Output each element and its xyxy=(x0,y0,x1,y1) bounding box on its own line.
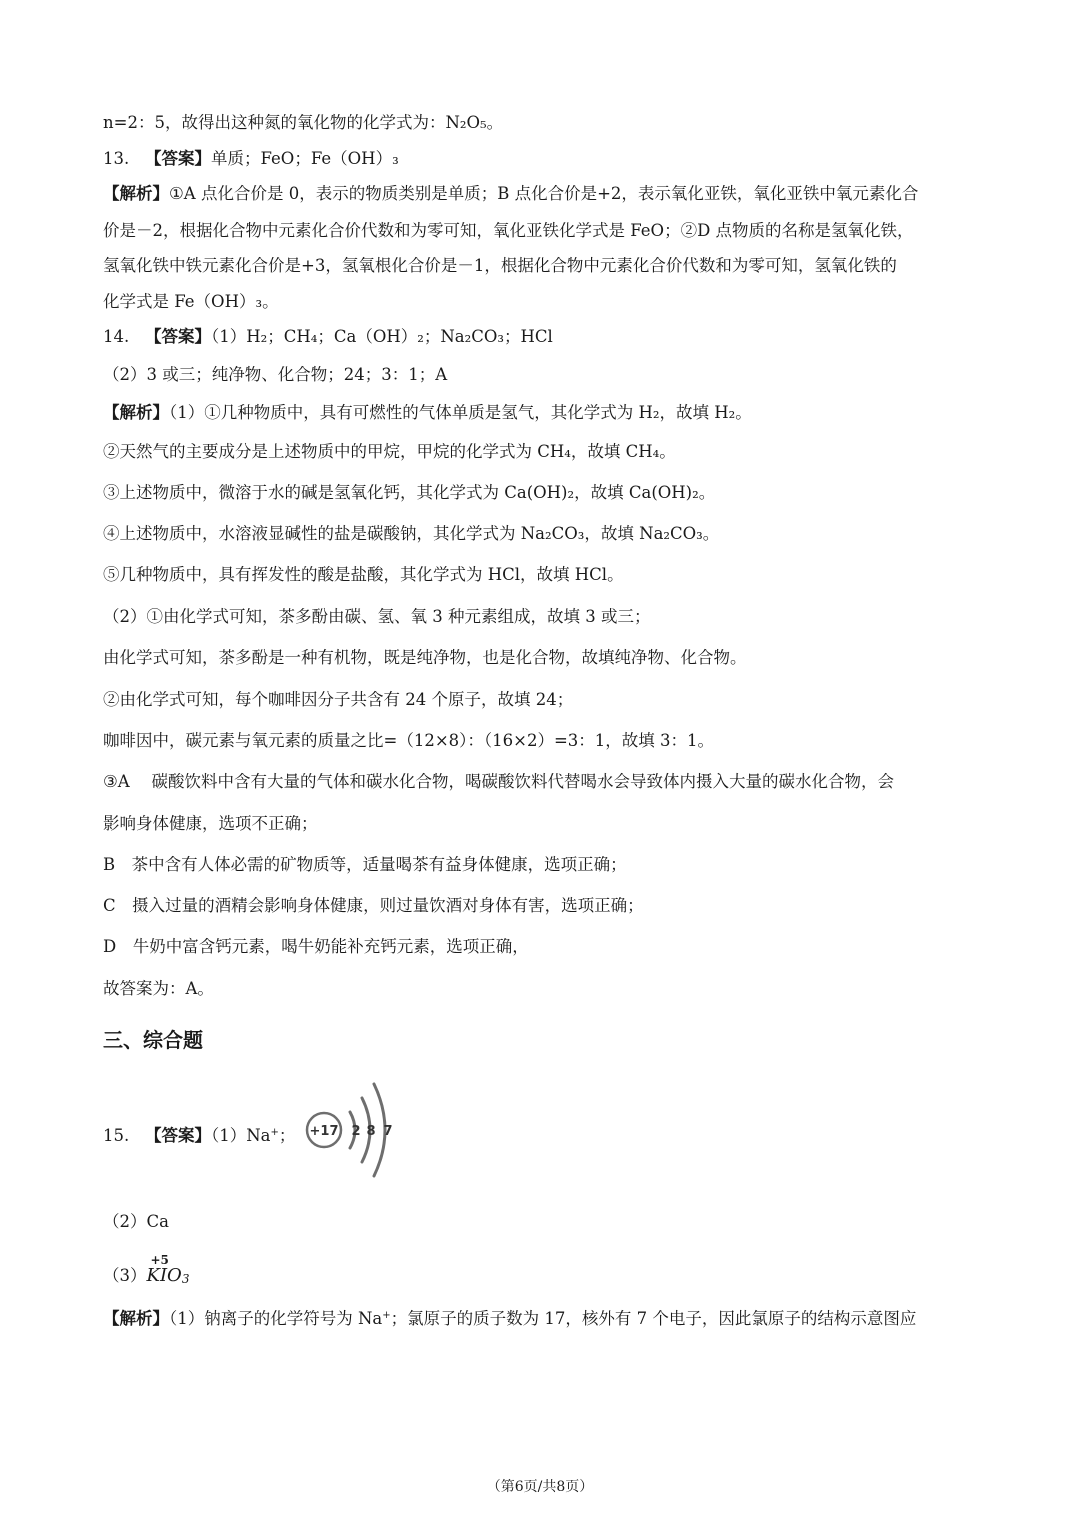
ion-charge: + xyxy=(382,1310,391,1321)
q15-answer-1: （1）Na xyxy=(211,1126,271,1145)
q14-answer-line xyxy=(103,326,553,348)
q15-explanation-line-1 xyxy=(103,1305,916,1330)
q14-explanation-line-15: 故答案为：A。 xyxy=(103,979,214,998)
q13-answer-text: 单质；FeO；Fe（OH）₃ xyxy=(211,149,399,168)
answer-tag: 【答案】 xyxy=(145,149,211,168)
valence-charge: +5 xyxy=(150,1253,169,1267)
q15-answer-3-prefix: （3） xyxy=(103,1266,147,1285)
explanation-text: ①A 点化合价是 0，表示的物质类别是单质；B 点化合价是+2，表示氧化亚铁，氧化亚铁中氧元素化合 xyxy=(169,184,919,203)
q15-answer-1-sep: ； xyxy=(278,1126,296,1145)
q14-answer-part2: （2）3 或三；纯净物、化合物；24；3：1；A xyxy=(103,365,448,384)
q15-answer-3 xyxy=(103,1253,190,1290)
q15-answer-line xyxy=(103,1122,295,1147)
q14-explanation-line-13: C 摄入过量的酒精会影响身体健康，则过量饮酒对身体有害，选项正确； xyxy=(103,896,644,915)
explanation-text: （1）①几种物质中，具有可燃性的气体单质是氢气，其化学式为 H₂，故填 H₂。 xyxy=(169,403,752,422)
q14-answer-part1: （1）H₂；CH₄；Ca（OH）₂；Na₂CO₃；HCl xyxy=(211,327,553,346)
explanation-text: ；氯原子的质子数为 17，核外有 7 个电子，因此氯原子的结构示意图应 xyxy=(390,1309,917,1328)
q13-answer-line xyxy=(103,148,399,170)
formula-subscript: 3 xyxy=(181,1272,190,1286)
q14-explanation-line-4: ④上述物质中，水溶液显碱性的盐是碳酸钠，其化学式为 Na₂CO₃，故填 Na₂CO₃。 xyxy=(103,524,720,543)
q14-explanation-line-7: 由化学式可知，茶多酚是一种有机物，既是纯净物，也是化合物，故填纯净物、化合物。 xyxy=(103,648,747,667)
q14-explanation-line-8: ②由化学式可知，每个咖啡因分子共含有 24 个原子，故填 24； xyxy=(103,690,574,709)
q14-explanation-line-9: 咖啡因中，碳元素与氧元素的质量之比=（12×8）：（16×2）=3：1，故填 3：1。 xyxy=(103,731,715,750)
shell-electrons: 8 xyxy=(366,1124,376,1139)
q15-ion-charge: + xyxy=(270,1127,279,1138)
page-footer: （第6页/共8页） xyxy=(486,1479,594,1495)
q15-answer-2: （2）Ca xyxy=(103,1212,169,1231)
explanation-tag: 【解析】 xyxy=(103,403,169,422)
section-heading: 三、综合题 xyxy=(103,1028,203,1052)
q14-explanation-line-2: ②天然气的主要成分是上述物质中的甲烷，甲烷的化学式为 CH₄，故填 CH₄。 xyxy=(103,442,676,461)
q13-explanation-line-4: 化学式是 Fe（OH）₃。 xyxy=(103,292,279,311)
q14-explanation-line-6: （2）①由化学式可知，茶多酚由碳、氢、氧 3 种元素组成，故填 3 或三； xyxy=(103,607,651,626)
q14-explanation-line-12: B 茶中含有人体必需的矿物质等，适量喝茶有益身体健康，选项正确； xyxy=(103,855,627,874)
q13-explanation-line-2: 价是－2，根据化合物中元素化合价代数和为零可知，氧化亚铁化学式是 FeO；②D 点物质的名称是氢氧化铁， xyxy=(103,221,914,240)
continuation-line: n=2：5，故得出这种氮的氧化物的化学式为：N₂O₅。 xyxy=(103,113,504,132)
chlorine-atom-structure-diagram xyxy=(298,1078,408,1178)
q13-explanation-line-3: 氢氧化铁中铁元素化合价是+3，氢氧根化合价是－1，根据化合物中元素化合价代数和为零可知，氢氧化铁的 xyxy=(103,256,897,275)
q14-explanation-line-10: ③A 碳酸饮料中含有大量的气体和碳水化合物，喝碳酸饮料代替喝水会导致体内摄入大量的碳水化合物，会 xyxy=(103,772,894,791)
shell-electrons: 7 xyxy=(383,1124,393,1139)
explanation-text: （1）钠离子的化学符号为 Na xyxy=(169,1309,383,1328)
shell-electrons: 2 xyxy=(351,1124,361,1139)
q14-explanation-line-11: 影响身体健康，选项不正确； xyxy=(103,814,318,833)
explanation-tag: 【解析】 xyxy=(103,184,169,203)
q14-number: 14. xyxy=(103,327,130,346)
answer-tag: 【答案】 xyxy=(145,327,211,346)
iodine-valence-formula xyxy=(146,1253,190,1290)
nucleus-charge: +17 xyxy=(309,1124,339,1139)
q14-explanation-line-5: ⑤几种物质中，具有挥发性的酸是盐酸，其化学式为 HCl，故填 HCl。 xyxy=(103,565,624,584)
q13-explanation-line-1 xyxy=(103,183,918,205)
q13-number: 13. xyxy=(103,149,130,168)
q14-explanation-line-14: D 牛奶中富含钙元素，喝牛奶能补充钙元素，选项正确， xyxy=(103,937,529,956)
q14-explanation-line-1 xyxy=(103,402,752,424)
q15-number: 15. xyxy=(103,1126,130,1145)
formula-text: KIO xyxy=(146,1265,182,1286)
explanation-tag: 【解析】 xyxy=(103,1309,169,1328)
answer-tag: 【答案】 xyxy=(145,1126,211,1145)
q14-explanation-line-3: ③上述物质中，微溶于水的碱是氢氧化钙，其化学式为 Ca(OH)₂，故填 Ca(OH)₂。 xyxy=(103,483,716,502)
